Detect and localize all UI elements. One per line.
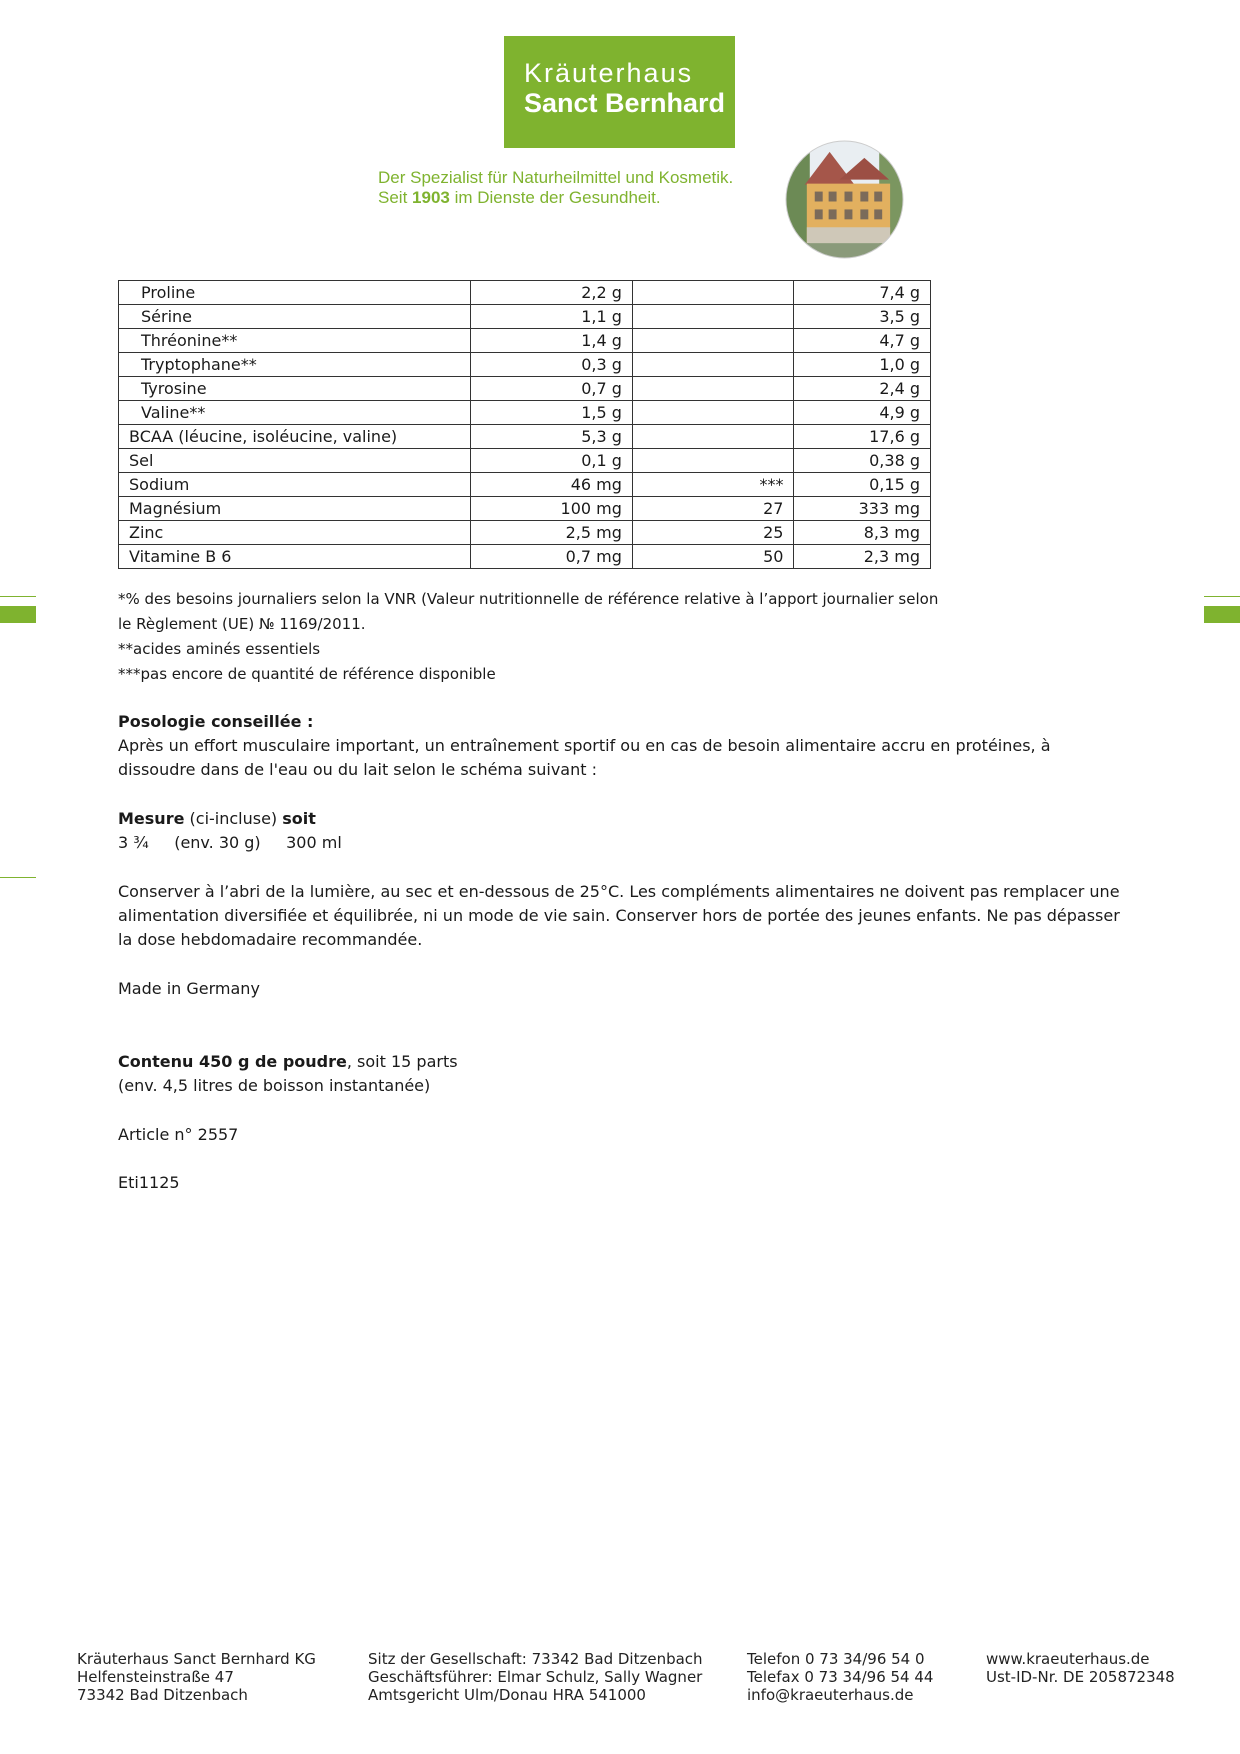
nutrient-per-100g: 0,15 g — [794, 473, 931, 497]
measure — [118, 807, 342, 855]
nutrient-name: Vitamine B 6 — [119, 545, 471, 569]
table-row — [119, 329, 931, 353]
nutrient-vnr — [632, 377, 794, 401]
footer-company-street: Helfensteinstraße 47 — [77, 1668, 234, 1686]
nutrient-per-portion: 1,4 g — [471, 329, 633, 353]
table-row — [119, 449, 931, 473]
nutrient-per-portion: 2,5 mg — [471, 521, 633, 545]
nutrient-name: Thréonine** — [119, 329, 471, 353]
nutrient-vnr: 25 — [632, 521, 794, 545]
nutrient-per-portion: 0,3 g — [471, 353, 633, 377]
storage-line1: Conserver à l’abri de la lumière, au sec et en-dessous de 25°C. Les compléments alimentaires ne doivent pas remplacer une — [118, 882, 1120, 901]
nutrient-per-portion: 1,5 g — [471, 401, 633, 425]
nutrient-per-portion: 46 mg — [471, 473, 633, 497]
origin: Made in Germany — [118, 979, 260, 998]
table-row — [119, 497, 931, 521]
logo-line2: Sanct Bernhard — [524, 88, 726, 118]
nutrient-name: Zinc — [119, 521, 471, 545]
fold-marker-left — [0, 877, 36, 878]
footer-company-city: 73342 Bad Ditzenbach — [77, 1686, 248, 1704]
table-row — [119, 401, 931, 425]
nutrient-vnr: *** — [632, 473, 794, 497]
storage-line3: la dose hebdomadaire recommandée. — [118, 930, 423, 949]
nutrient-name: Tryptophane** — [119, 353, 471, 377]
nutrient-name: Sel — [119, 449, 471, 473]
nutrient-name: BCAA (léucine, isoléucine, valine) — [119, 425, 471, 449]
margin-marker-left — [0, 606, 36, 623]
nutrient-per-portion: 0,7 g — [471, 377, 633, 401]
nutrient-per-100g: 7,4 g — [794, 281, 931, 305]
tagline-line1: Der Spezialist für Naturheilmittel und Kosmetik. — [378, 168, 734, 187]
footer-vat: Ust-ID-Nr. DE 205872348 — [986, 1668, 1175, 1686]
table-row — [119, 305, 931, 329]
table-row — [119, 353, 931, 377]
footer-legal — [368, 1650, 703, 1704]
content — [118, 1050, 458, 1098]
nutrient-per-100g: 2,4 g — [794, 377, 931, 401]
nutrient-vnr — [632, 329, 794, 353]
nutrient-per-portion: 1,1 g — [471, 305, 633, 329]
measure-label: Mesure (ci-incluse) soit — [118, 809, 316, 828]
nutrient-name: Proline — [119, 281, 471, 305]
content-line2: (env. 4,5 litres de boisson instantanée) — [118, 1076, 431, 1095]
nutrient-name: Magnésium — [119, 497, 471, 521]
nutrition-table — [118, 280, 931, 569]
nutrient-per-portion: 100 mg — [471, 497, 633, 521]
nutrient-per-100g: 333 mg — [794, 497, 931, 521]
footer-email[interactable]: info@kraeuterhaus.de — [747, 1686, 914, 1704]
nutrient-per-100g: 8,3 mg — [794, 521, 931, 545]
eti-code: Eti1125 — [118, 1173, 180, 1192]
footnote-amino: **acides aminés essentiels — [118, 640, 321, 658]
nutrient-vnr — [632, 401, 794, 425]
posology-line1: Après un effort musculaire important, un entraînement sportif ou en cas de besoin alimentaire accru en protéines, à — [118, 736, 1051, 755]
nutrient-per-100g: 4,9 g — [794, 401, 931, 425]
building-photo — [785, 140, 904, 259]
footer-website[interactable]: www.kraeuterhaus.de — [986, 1650, 1150, 1668]
measure-value: 3 ¾ (env. 30 g) 300 ml — [118, 833, 342, 852]
footnotes — [118, 587, 938, 687]
footer-contact — [747, 1650, 933, 1704]
posology-line2: dissoudre dans de l'eau ou du lait selon le schéma suivant : — [118, 760, 597, 779]
nutrient-per-100g: 3,5 g — [794, 305, 931, 329]
table-row — [119, 545, 931, 569]
nutrient-per-100g: 0,38 g — [794, 449, 931, 473]
storage-line2: alimentation diversifiée et équilibrée, ni un mode de vie sain. Conserver hors de portée des jeunes enfants. Ne pas dépasser — [118, 906, 1120, 925]
nutrient-vnr — [632, 305, 794, 329]
nutrient-vnr — [632, 425, 794, 449]
tagline-line2: Seit 1903 im Dienste der Gesundheit. — [378, 188, 661, 207]
footer-phone: Telefon 0 73 34/96 54 0 — [747, 1650, 925, 1668]
nutrient-vnr — [632, 449, 794, 473]
nutrient-name: Sodium — [119, 473, 471, 497]
footer-managers: Geschäftsführer: Elmar Schulz, Sally Wagner — [368, 1668, 703, 1686]
nutrient-vnr — [632, 353, 794, 377]
nutrient-per-100g: 1,0 g — [794, 353, 931, 377]
article-number: Article n° 2557 — [118, 1125, 239, 1144]
footer-company — [77, 1650, 316, 1704]
footer-court: Amtsgericht Ulm/Donau HRA 541000 — [368, 1686, 646, 1704]
table-row — [119, 425, 931, 449]
nutrient-name: Tyrosine — [119, 377, 471, 401]
nutrient-vnr: 50 — [632, 545, 794, 569]
nutrient-vnr — [632, 281, 794, 305]
nutrient-vnr: 27 — [632, 497, 794, 521]
table-row — [119, 521, 931, 545]
content-line1: Contenu 450 g de poudre, soit 15 parts — [118, 1052, 458, 1071]
nutrient-per-portion: 0,1 g — [471, 449, 633, 473]
footnote-vnr-cont: le Règlement (UE) № 1169/2011. — [118, 615, 366, 633]
margin-marker-left-thin — [0, 596, 36, 597]
nutrient-per-portion: 0,7 mg — [471, 545, 633, 569]
footnote-vnr: *% des besoins journaliers selon la VNR (Valeur nutritionnelle de référence relative à l’apport journalier selon — [118, 590, 939, 608]
storage — [118, 880, 1120, 952]
margin-marker-right — [1204, 606, 1240, 623]
nutrient-name: Sérine — [119, 305, 471, 329]
logo — [504, 36, 735, 148]
footer-web — [986, 1650, 1175, 1686]
nutrient-name: Valine** — [119, 401, 471, 425]
margin-marker-right-thin — [1204, 596, 1240, 597]
nutrient-per-portion: 2,2 g — [471, 281, 633, 305]
table-row — [119, 473, 931, 497]
footer-seat: Sitz der Gesellschaft: 73342 Bad Ditzenbach — [368, 1650, 703, 1668]
logo-line1: Kräuterhaus — [524, 58, 694, 88]
nutrient-per-100g: 17,6 g — [794, 425, 931, 449]
footer-fax: Telefax 0 73 34/96 54 44 — [747, 1668, 934, 1686]
nutrient-per-100g: 2,3 mg — [794, 545, 931, 569]
footer-company-name: Kräuterhaus Sanct Bernhard KG — [77, 1650, 316, 1668]
footnote-reference: ***pas encore de quantité de référence disponible — [118, 665, 496, 683]
nutrient-per-portion: 5,3 g — [471, 425, 633, 449]
posology — [118, 710, 1051, 782]
posology-title: Posologie conseillée : — [118, 712, 314, 731]
table-row — [119, 377, 931, 401]
table-row — [119, 281, 931, 305]
nutrition-table-body — [119, 281, 931, 569]
nutrient-per-100g: 4,7 g — [794, 329, 931, 353]
tagline — [378, 168, 733, 208]
